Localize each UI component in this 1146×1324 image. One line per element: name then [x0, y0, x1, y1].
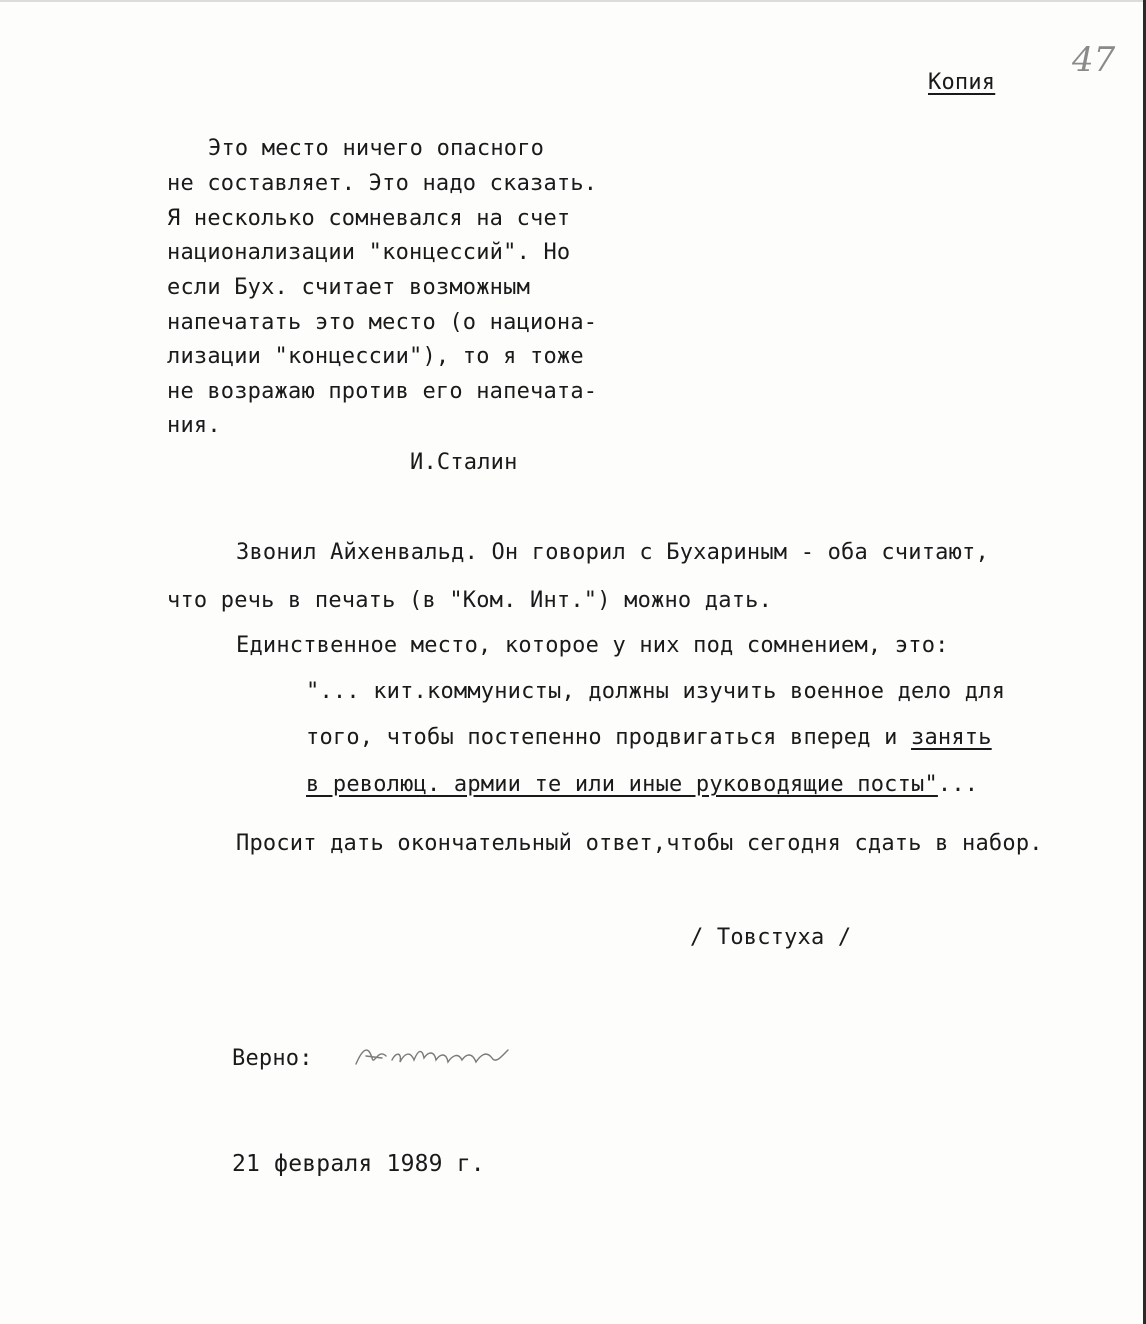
note-line: что речь в печать (в "Ком. Инт.") можно дать.: [167, 588, 773, 613]
tovstukha-signature: / Товстуха /: [690, 925, 852, 950]
quote-text: того, чтобы постепенно продвигаться вперед и: [306, 725, 912, 750]
stalin-signature: И.Сталин: [410, 450, 518, 475]
note-line: ния.: [167, 413, 221, 438]
page-number: 47: [1072, 40, 1116, 80]
note-line: Это место ничего опасного: [208, 136, 545, 161]
note-line: если Бух. считает возможным: [167, 275, 531, 300]
note-line: Я несколько сомневался на счет: [167, 206, 571, 231]
note-line: Звонил Айхенвальд. Он говорил с Бухариным - оба считают,: [236, 540, 989, 565]
copy-label: Копия: [928, 70, 996, 95]
scan-edge-top: [0, 0, 1146, 2]
quote-underlined-text: занять: [911, 725, 992, 750]
note-line: лизации "концессии"), то я тоже: [167, 344, 584, 369]
note-line: не составляет. Это надо сказать.: [167, 171, 598, 196]
quote-underlined-text: в революц. армии те или иные руководящие посты": [306, 772, 938, 797]
verified-label: Верно:: [232, 1046, 313, 1071]
handwritten-signature-icon: [352, 1036, 522, 1076]
quote-line: [306, 772, 978, 798]
quote-line: [306, 725, 992, 751]
note-line: не возражаю против его напечата-: [167, 379, 598, 404]
note-line: Просит дать окончательный ответ,чтобы сегодня сдать в набор.: [236, 831, 1043, 856]
note-line: Единственное место, которое у них под сомнением, это:: [236, 633, 949, 658]
note-line: напечатать это место (о национа-: [167, 310, 598, 335]
quote-line: "... кит.коммунисты, должны изучить военное дело для: [306, 679, 1006, 704]
note-line: национализации "концессий". Но: [167, 240, 571, 265]
quote-text: ...: [937, 772, 979, 797]
document-date: 21 февраля 1989 г.: [232, 1151, 485, 1177]
